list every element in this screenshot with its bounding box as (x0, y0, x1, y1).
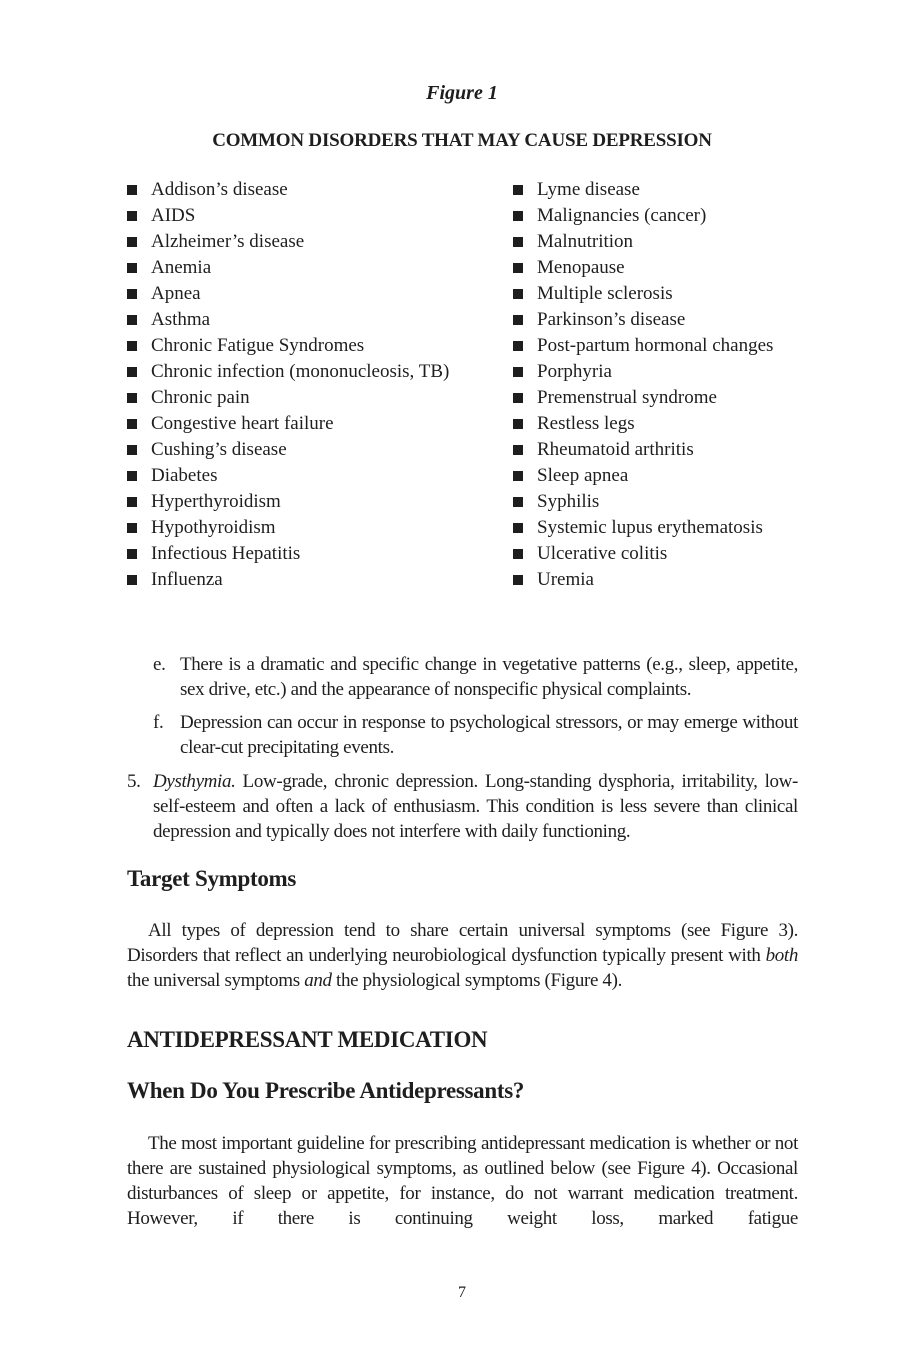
list-item: Hypothyroidism (127, 515, 449, 541)
list-item: Addison’s disease (127, 177, 449, 203)
list-item-dysthymia (127, 769, 798, 844)
list-item: Influenza (127, 567, 449, 593)
square-bullet-icon (513, 497, 523, 507)
square-bullet-icon (127, 445, 137, 455)
disorders-list-right (513, 177, 773, 593)
list-item: Asthma (127, 307, 449, 333)
list-item: Chronic Fatigue Syndromes (127, 333, 449, 359)
square-bullet-icon (127, 237, 137, 247)
list-item: Syphilis (513, 489, 773, 515)
chapter-heading: ANTIDEPRESSANT MEDICATION (127, 1027, 488, 1052)
figure-title: COMMON DISORDERS THAT MAY CAUSE DEPRESSION (212, 130, 712, 151)
list-item-text: There is a dramatic and specific change in vegetative patterns (e.g., sleep, appetite, sex drive, etc.) and the appearance of nonspecific physical complaints. (180, 654, 798, 700)
square-bullet-icon (127, 289, 137, 299)
prescribing-paragraph: The most important guideline for prescribing antidepressant medication is whether or not there are sustained physiological symptoms, as outlined below (see Figure 4). Occasional disturbances of sleep or appetite, for instance, do not warrant medication treatment. However, if there is continuing weight loss, marked fatigue (127, 1133, 798, 1229)
figure-label: Figure 1 (426, 82, 498, 104)
list-item: Cushing’s disease (127, 437, 449, 463)
square-bullet-icon (513, 419, 523, 429)
square-bullet-icon (513, 341, 523, 351)
square-bullet-icon (513, 445, 523, 455)
list-item: Parkinson’s disease (513, 307, 773, 333)
square-bullet-icon (513, 367, 523, 377)
list-item: Porphyria (513, 359, 773, 385)
term: Dysthymia. (153, 771, 236, 792)
list-item: Anemia (127, 255, 449, 281)
list-item: Chronic pain (127, 385, 449, 411)
list-item-f (153, 710, 798, 760)
list-item: AIDS (127, 203, 449, 229)
list-item: Infectious Hepatitis (127, 541, 449, 567)
square-bullet-icon (513, 185, 523, 195)
section-heading-when-prescribe: When Do You Prescribe Antidepressants? (127, 1078, 525, 1103)
list-item: Apnea (127, 281, 449, 307)
page-number: 7 (458, 1284, 466, 1301)
list-item: Malignancies (cancer) (513, 203, 773, 229)
list-item: Sleep apnea (513, 463, 773, 489)
square-bullet-icon (127, 315, 137, 325)
square-bullet-icon (127, 523, 137, 533)
square-bullet-icon (127, 497, 137, 507)
list-item: Premenstrual syndrome (513, 385, 773, 411)
list-item: Systemic lupus erythematosis (513, 515, 773, 541)
square-bullet-icon (127, 393, 137, 403)
list-marker: e. (153, 654, 166, 675)
list-item: Chronic infection (mononucleosis, TB) (127, 359, 449, 385)
list-item: Rheumatoid arthritis (513, 437, 773, 463)
square-bullet-icon (127, 575, 137, 585)
square-bullet-icon (513, 393, 523, 403)
list-item: Hyperthyroidism (127, 489, 449, 515)
square-bullet-icon (127, 367, 137, 377)
square-bullet-icon (513, 263, 523, 273)
list-item: Uremia (513, 567, 773, 593)
square-bullet-icon (127, 211, 137, 221)
list-item-text: Depression can occur in response to psychological stressors, or may emerge without clear-cut precipitating events. (180, 712, 798, 758)
section-heading-target-symptoms: Target Symptoms (127, 866, 297, 891)
square-bullet-icon (513, 211, 523, 221)
list-item: Menopause (513, 255, 773, 281)
list-marker: 5. (127, 771, 141, 792)
square-bullet-icon (127, 549, 137, 559)
square-bullet-icon (513, 237, 523, 247)
list-item-e (153, 652, 798, 702)
list-item: Post-partum hormonal changes (513, 333, 773, 359)
list-item: Ulcerative colitis (513, 541, 773, 567)
list-item-text: Dysthymia. Low-grade, chronic depression. Long-standing dysphoria, irritability, low-self-esteem and often a lack of enthusiasm. This condition is less severe than clinical depression and typically does not interfere with daily functioning. (153, 771, 798, 842)
square-bullet-icon (513, 289, 523, 299)
square-bullet-icon (127, 471, 137, 481)
square-bullet-icon (127, 263, 137, 273)
list-item: Alzheimer’s disease (127, 229, 449, 255)
square-bullet-icon (513, 523, 523, 533)
list-item: Malnutrition (513, 229, 773, 255)
disorders-list-left (127, 177, 449, 593)
list-item: Lyme disease (513, 177, 773, 203)
square-bullet-icon (127, 419, 137, 429)
square-bullet-icon (127, 341, 137, 351)
square-bullet-icon (127, 185, 137, 195)
square-bullet-icon (513, 315, 523, 325)
list-marker: f. (153, 712, 164, 733)
square-bullet-icon (513, 471, 523, 481)
list-item: Congestive heart failure (127, 411, 449, 437)
target-symptoms-paragraph: All types of depression tend to share certain universal symptoms (see Figure 3). Disorders that reflect an underlying neurobiological dysfunction typically present with both the universal symptoms and the physiological symptoms (Figure 4). (127, 920, 798, 991)
list-item: Restless legs (513, 411, 773, 437)
list-item: Multiple sclerosis (513, 281, 773, 307)
square-bullet-icon (513, 575, 523, 585)
square-bullet-icon (513, 549, 523, 559)
list-item: Diabetes (127, 463, 449, 489)
